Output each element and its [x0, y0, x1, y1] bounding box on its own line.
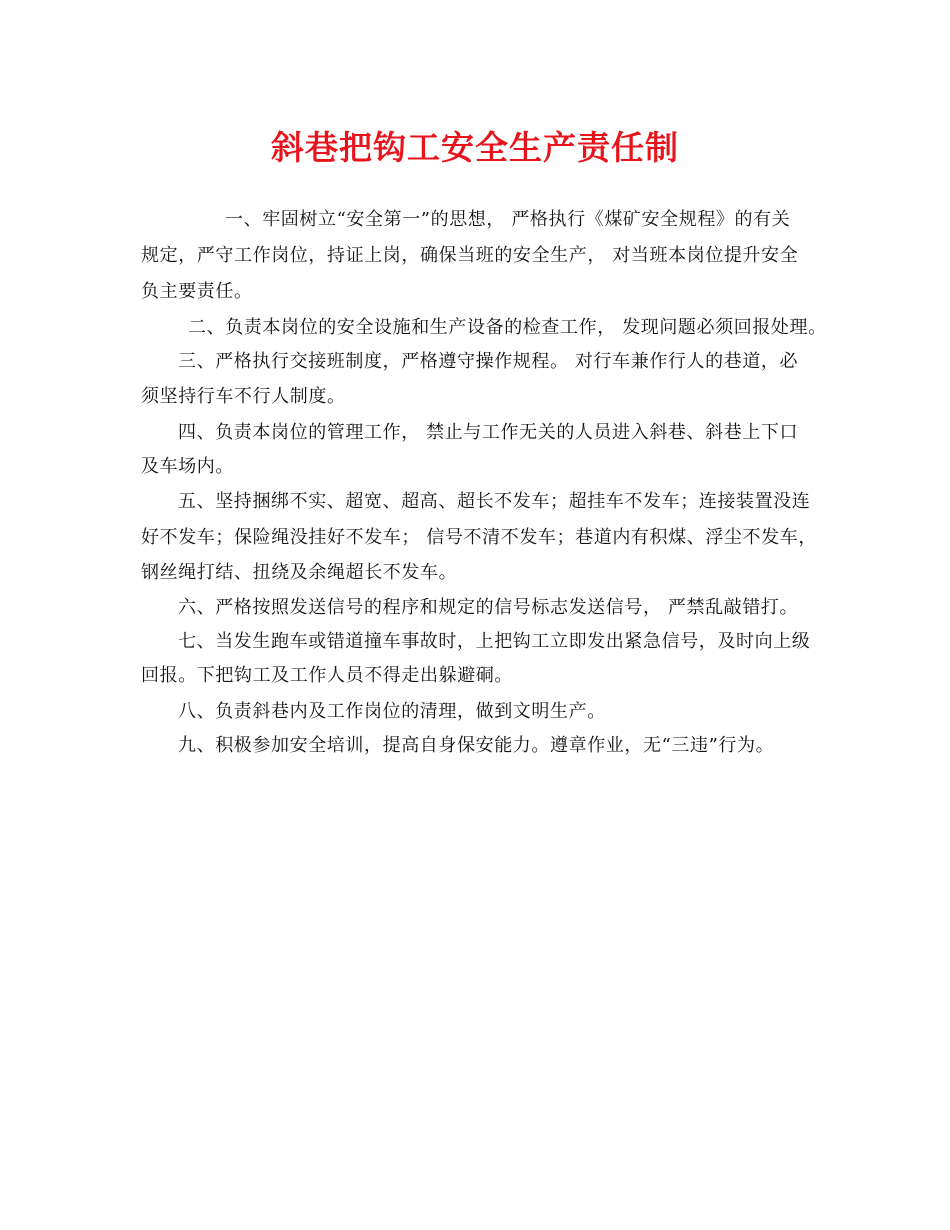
clause-1-line-1: 一、牢固树立“安全第一”的思想， 严格执行《煤矿安全规程》的有关: [225, 209, 791, 230]
clause-1-line-2: 规定，严守工作岗位，持证上岗，确保当班的安全生产， 对当班本岗位提升安全: [141, 245, 799, 266]
clause-5-line-3: 钢丝绳打结、扭绕及余绳超长不发车。: [141, 562, 458, 583]
clause-3-line-2: 须坚持行车不行人制度。: [141, 386, 346, 407]
clause-8-line-1: 八、负责斜巷内及工作岗位的清理，做到文明生产。: [178, 701, 606, 722]
clause-3-line-1: 三、严格执行交接班制度，严格遵守操作规程。 对行车兼作行人的巷道，必: [178, 351, 799, 372]
clause-7-line-2: 回报。下把钩工及工作人员不得走出躲避硐。: [141, 665, 513, 686]
clause-7-line-1: 七、当发生跑车或错道撞车事故时，上把钩工立即发出紧急信号，及时向上级: [178, 631, 811, 652]
clause-1-line-3: 负主要责任。: [141, 281, 253, 302]
clause-4-line-1: 四、负责本岗位的管理工作， 禁止与工作无关的人员进入斜巷、斜巷上下口: [178, 422, 799, 443]
clause-2-line-1: 二、负责本岗位的安全设施和生产设备的检查工作， 发现问题必须回报处理。: [188, 317, 827, 338]
clause-6-line-1: 六、严格按照发送信号的程序和规定的信号标志发送信号， 严禁乱敲错打。: [178, 597, 799, 618]
clause-5-line-2: 好不发车；保险绳没挂好不发车； 信号不清不发车；巷道内有积煤、浮尘不发车，: [141, 527, 817, 548]
clause-4-line-2: 及车场内。: [141, 456, 234, 477]
clause-5-line-1: 五、坚持捆绑不实、超宽、超高、超长不发车；超挂车不发车；连接装置没连: [178, 491, 811, 512]
document-title: 斜巷把钩工安全生产责任制: [271, 128, 679, 167]
clause-9-line-1: 九、积极参加安全培训，提高自身保安能力。遵章作业，无“三违”行为。: [178, 735, 775, 756]
